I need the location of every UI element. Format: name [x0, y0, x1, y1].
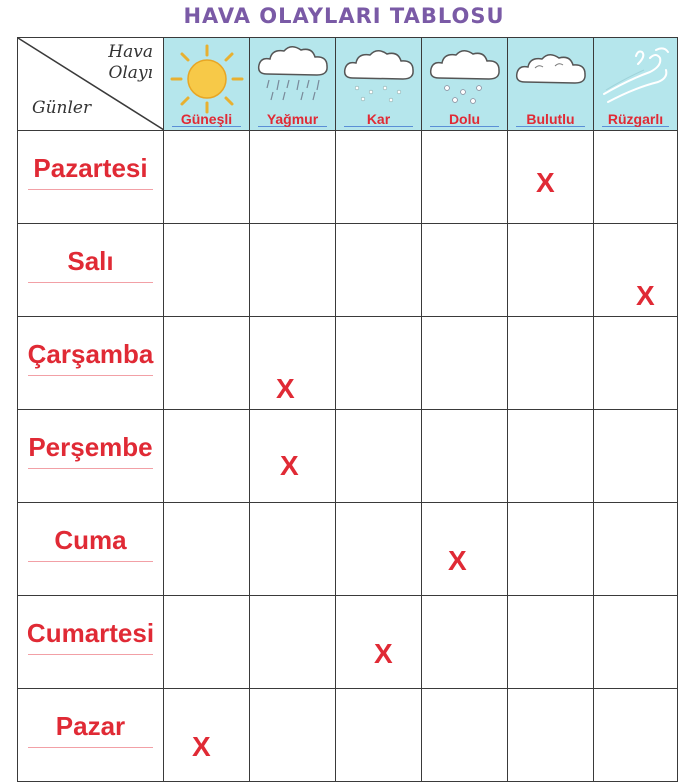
day-name: Çarşamba — [27, 339, 154, 369]
day-row — [18, 317, 678, 410]
table-cell[interactable] — [164, 224, 250, 317]
table-cell[interactable] — [422, 503, 508, 596]
weather-label: Güneşli — [180, 111, 233, 127]
day-underline — [28, 561, 153, 562]
weather-header-windy — [594, 38, 678, 131]
day-name: Pazar — [55, 711, 126, 741]
day-row — [18, 503, 678, 596]
sun-icon — [170, 44, 244, 114]
table-cell[interactable] — [250, 689, 336, 782]
day-underline — [28, 654, 153, 655]
wind-icon — [598, 44, 674, 108]
table-cell[interactable] — [508, 131, 594, 224]
day-name: Salı — [67, 246, 114, 276]
table-cell[interactable] — [508, 689, 594, 782]
table-cell[interactable] — [422, 689, 508, 782]
table-cell[interactable] — [250, 131, 336, 224]
table-cell[interactable] — [336, 503, 422, 596]
snow-cloud-icon — [341, 44, 417, 108]
hail-cloud-icon — [427, 44, 503, 108]
day-label-cell — [18, 689, 164, 782]
day-underline — [28, 468, 153, 469]
table-cell[interactable] — [164, 131, 250, 224]
day-row — [18, 689, 678, 782]
table-cell[interactable] — [594, 596, 678, 689]
table-cell[interactable] — [250, 224, 336, 317]
day-underline — [28, 282, 153, 283]
table-cell[interactable] — [250, 503, 336, 596]
table-cell[interactable] — [250, 410, 336, 503]
x-mark: X — [536, 167, 555, 198]
day-name: Pazartesi — [33, 153, 148, 183]
x-mark: X — [448, 545, 467, 576]
table-cell[interactable] — [594, 410, 678, 503]
table-cell[interactable] — [164, 689, 250, 782]
table-cell[interactable] — [594, 689, 678, 782]
day-row — [18, 131, 678, 224]
table-cell[interactable] — [508, 596, 594, 689]
table-cell[interactable] — [508, 317, 594, 410]
x-mark: X — [374, 638, 393, 669]
table-cell[interactable] — [422, 131, 508, 224]
weather-header-sunny — [164, 38, 250, 131]
day-row — [18, 410, 678, 503]
table-cell[interactable] — [250, 317, 336, 410]
corner-label-bottom: Günler — [32, 98, 92, 118]
day-label-cell — [18, 410, 164, 503]
day-name: Cumartesi — [26, 618, 155, 648]
day-row — [18, 596, 678, 689]
table-title: HAVA OLAYLARI TABLOSU — [183, 4, 505, 28]
x-mark: X — [280, 450, 299, 481]
table-cell[interactable] — [336, 410, 422, 503]
table-cell[interactable] — [164, 410, 250, 503]
day-label-cell — [18, 596, 164, 689]
header-row — [18, 38, 678, 131]
x-mark: X — [192, 731, 211, 762]
table-cell[interactable] — [422, 224, 508, 317]
x-mark: X — [636, 280, 655, 311]
cloud-icon — [513, 44, 589, 108]
day-label-cell — [18, 503, 164, 596]
weather-label: Dolu — [448, 111, 481, 127]
table-cell[interactable] — [508, 410, 594, 503]
table-cell[interactable] — [508, 503, 594, 596]
day-label-cell — [18, 317, 164, 410]
table-cell[interactable] — [336, 131, 422, 224]
table-cell[interactable] — [336, 596, 422, 689]
table-cell[interactable] — [594, 503, 678, 596]
table-cell[interactable] — [336, 224, 422, 317]
day-label-cell — [18, 131, 164, 224]
weather-label: Yağmur — [266, 111, 319, 127]
weather-label: Kar — [366, 111, 391, 127]
table-cell[interactable] — [422, 410, 508, 503]
table-cell[interactable] — [164, 503, 250, 596]
table-cell[interactable] — [594, 131, 678, 224]
table-cell[interactable] — [164, 596, 250, 689]
table-cell[interactable] — [422, 317, 508, 410]
table-cell[interactable] — [164, 317, 250, 410]
corner-cell — [18, 38, 164, 131]
day-underline — [28, 747, 153, 748]
table-cell[interactable] — [250, 596, 336, 689]
day-name: Perşembe — [28, 432, 153, 462]
table-cell[interactable] — [508, 224, 594, 317]
table-cell[interactable] — [422, 596, 508, 689]
rain-cloud-icon — [255, 44, 331, 108]
weather-header-rain — [250, 38, 336, 131]
weather-header-hail — [422, 38, 508, 131]
weather-table — [17, 37, 678, 782]
weather-header-cloudy — [508, 38, 594, 131]
weather-header-snow — [336, 38, 422, 131]
table-cell[interactable] — [336, 317, 422, 410]
day-name: Cuma — [54, 525, 127, 555]
day-underline — [28, 375, 153, 376]
weather-label: Bulutlu — [526, 111, 575, 127]
corner-label-top: Hava Olayı — [108, 42, 153, 83]
day-label-cell — [18, 224, 164, 317]
table-cell[interactable] — [594, 317, 678, 410]
weather-label: Rüzgarlı — [607, 111, 664, 127]
table-cell[interactable] — [594, 224, 678, 317]
day-underline — [28, 189, 153, 190]
day-row — [18, 224, 678, 317]
table-cell[interactable] — [336, 689, 422, 782]
x-mark: X — [276, 373, 295, 404]
